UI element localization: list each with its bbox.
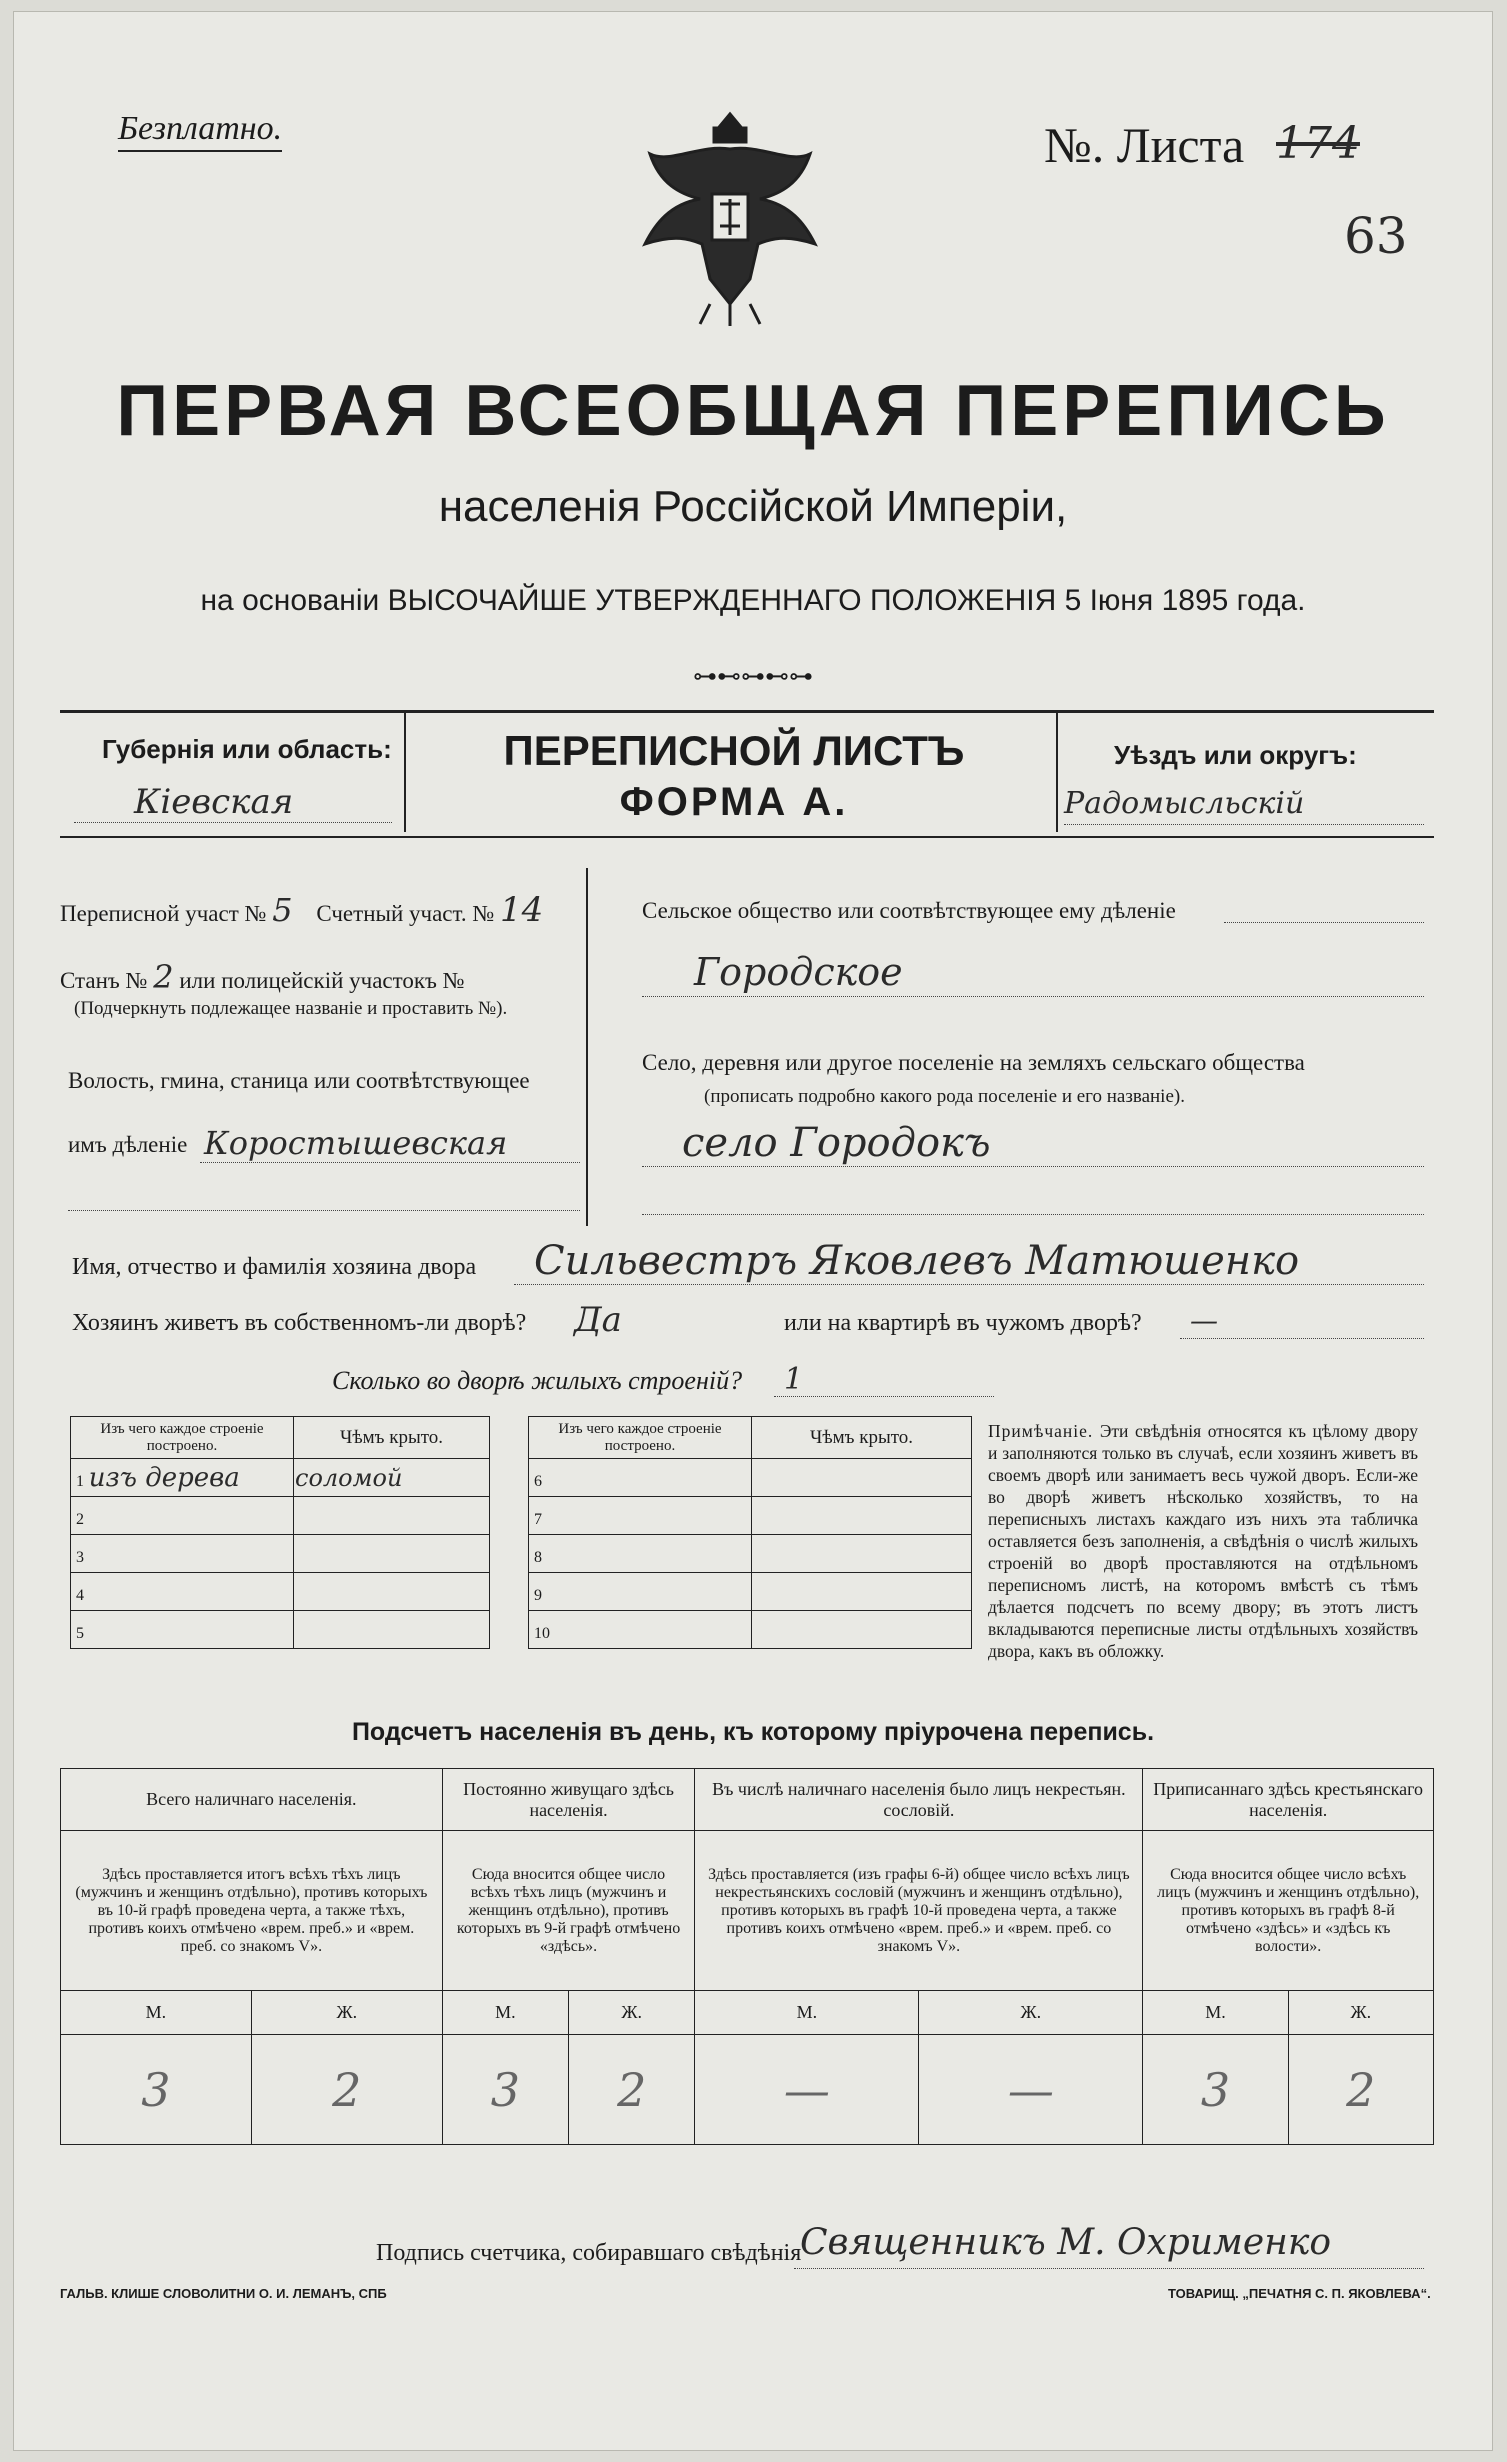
building-roof-cell [752,1535,972,1573]
volost-value: Коростышевская [204,1124,508,1162]
owner-lives-value: Да [574,1300,622,1340]
page-number-handwritten: 63 [1344,207,1408,265]
uezd-label: Уѣздъ или округъ: [1114,740,1357,770]
building-row-number: 3 [76,1548,84,1566]
main-title: ПЕРВАЯ ВСЕОБЩАЯ ПЕРЕПИСЬ [116,371,1390,451]
building-roof-cell [294,1497,490,1535]
basis-line: на основаніи ВЫСОЧАЙШЕ УТВЕРЖДЕННАГО ПОЛОЖЕНІЯ 5 Іюня 1895 года. [200,584,1306,617]
male-label: М. [61,1991,252,2035]
footer-left: ГАЛЬВ. КЛИШЕ СЛОВОЛИТНИ О. И. ЛЕМАНЪ, СПБ [60,2286,387,2301]
pop-col-desc: Здѣсь проставляется (изъ графы 6-й) общее число всѣхъ лицъ некрестьянскихъ сословій (мужчинъ и женщинъ отдѣльно), противъ которыхъ въ графѣ 10-й проведена черта, а также противъ коихъ отмѣчено «врем. преб.» и «врем. преб. со знакомъ V». [695,1831,1143,1991]
building-row-number: 1 [76,1472,84,1490]
pop-col-head: Всего наличнаго населенія. [61,1769,443,1831]
signature-line [794,2268,1424,2269]
volost-label-2: имъ дѣленіе [68,1132,188,1157]
building-material-value: изъ дерева [88,1462,240,1493]
pop-col-head: Приписаннаго здѣсь крестьянскаго населенія. [1143,1769,1434,1831]
obshchestvo-line-2 [642,996,1424,997]
pop-col-head: Постоянно живущаго здѣсь населенія. [442,1769,695,1831]
building-row-number: 6 [534,1472,542,1490]
male-label: М. [1143,1991,1288,2035]
owner-lives-label: Хозяинъ живетъ въ собственномъ-ли дворѣ? [72,1310,527,1336]
volost-line-2 [68,1210,580,1211]
selo-note: (прописать подробно какого рода поселеніе и его названіе). [704,1086,1185,1107]
female-count: 2 [569,2035,695,2145]
building-row-number: 10 [534,1624,550,1642]
pop-col-desc: Сюда вносится общее число всѣхъ лицъ (мужчинъ и женщинъ отдѣльно), противъ которыхъ въ графѣ 8-й отмѣчено «здѣсь» и «здѣсь къ волости». [1143,1831,1434,1991]
uchastok-no-sign: № [244,901,267,926]
stan-label: Станъ № [60,968,148,993]
building-roof-value: соломой [295,1463,403,1492]
building-material-cell [529,1611,752,1649]
male-label: М. [695,1991,919,2035]
form-title-1: ПЕРЕПИСНОЙ ЛИСТЪ [503,727,965,774]
obshchestvo-value: Городское [694,950,903,994]
pop-col-desc: Здѣсь проставляется итогъ всѣхъ тѣхъ лицъ (мужчинъ и женщинъ отдѣльно), противъ которыхъ въ 10-й графѣ проведена черта, а также тѣхъ, противъ коихъ отмѣчено «врем. преб.» и «врем. преб. со знакомъ V». [61,1831,443,1991]
volost-line [200,1162,580,1163]
building-roof-cell [752,1459,972,1497]
owner-rent-label: или на квартирѣ въ чужомъ дворѣ? [784,1310,1142,1336]
female-label: Ж. [251,1991,442,2035]
selo-value: село Городокъ [682,1120,991,1166]
female-label: Ж. [919,1991,1143,2035]
building-material-cell [529,1573,752,1611]
fields-divider [586,868,588,1226]
buildings-value: 1 [784,1362,804,1397]
free-label: Безплатно. [118,110,282,152]
census-sheet [14,12,1492,2450]
stan-row [60,958,465,996]
building-material-cell [71,1535,294,1573]
building-roof-cell [752,1611,972,1649]
note-block [988,1420,1418,1662]
stan-note: (Подчеркнуть подлежащее названіе и проставить №). [74,998,508,1019]
building-row-number: 4 [76,1586,84,1604]
building-row [529,1573,972,1611]
building-row [529,1611,972,1649]
pop-mf-row [61,1991,1434,2035]
uchastok-row [60,890,543,930]
col-material-header: Изъ чего каждое строеніе построено. [529,1417,752,1459]
obshchestvo-line [1224,922,1424,923]
building-row [529,1497,972,1535]
schetny-label: Счетный участ. № [316,901,495,926]
uchastok-label: Переписной участ [60,901,239,926]
owner-name-value: Сильвестръ Яковлевъ Матюшенко [534,1238,1300,1284]
stan-rest: или полицейскій участокъ № [179,968,465,993]
col-roof-header: Чѣмъ крыто. [294,1417,490,1459]
form-header-divider-right [1056,710,1058,832]
building-roof-cell [752,1573,972,1611]
ornament-divider: ⊶⊷⊶⊷⊶ [693,664,813,690]
male-count: 3 [61,2035,252,2145]
col-roof-header: Чѣмъ крыто. [752,1417,972,1459]
owner-name-label: Имя, отчество и фамилія хозяина двора [72,1254,477,1280]
building-material-cell [529,1497,752,1535]
col-material-header: Изъ чего каждое строеніе построено. [71,1417,294,1459]
building-row [71,1535,490,1573]
form-header-top-rule [60,710,1434,713]
volost-label: Волость, гмина, станица или соотвѣтствующее [68,1068,530,1093]
building-row-number: 2 [76,1510,84,1528]
population-title: Подсчетъ населенія въ день, къ которому пріурочена перепись. [351,1718,1155,1746]
building-roof-cell [294,1573,490,1611]
building-row-number: 9 [534,1586,542,1604]
female-label: Ж. [569,1991,695,2035]
building-row [71,1459,490,1497]
buildings-label: Сколько во дворѣ жилыхъ строеній? [332,1366,743,1395]
building-row-number: 7 [534,1510,542,1528]
building-row [71,1611,490,1649]
selo-label: Село, деревня или другое поселеніе на земляхъ сельскаго общества [642,1050,1305,1075]
building-material-cell [71,1497,294,1535]
uchastok-value: 5 [272,891,293,929]
schetny-value: 14 [500,890,544,930]
building-roof-cell [294,1535,490,1573]
signature-value: Священникъ М. Охрименко [800,2222,1332,2263]
obshchestvo-label: Сельское общество или соотвѣтствующее ему дѣленіе [642,898,1176,923]
male-count: 3 [442,2035,568,2145]
note-title: Примѣчаніе. [988,1421,1094,1441]
form-header-bottom-rule [60,836,1434,838]
owner-name-line [514,1284,1424,1285]
pop-col-desc: Сюда вносится общее число всѣхъ тѣхъ лицъ (мужчинъ и женщинъ отдѣльно), противъ которыхъ въ 9-й графѣ отмѣчено «здѣсь». [442,1831,695,1991]
sheet-no-label: №. Листа [1044,117,1245,173]
uezd-line [1064,824,1424,825]
sheet-no-value: 174 [1276,118,1360,169]
male-count: — [695,2035,919,2145]
stan-value: 2 [153,958,174,996]
subtitle: населенія Россійской Имперіи, [438,482,1068,531]
pop-desc-row [61,1831,1434,1991]
building-material-cell [71,1573,294,1611]
building-row-number: 5 [76,1624,84,1642]
gubernia-line [74,822,392,823]
signature-label: Подпись счетчика, собиравшаго свѣдѣнія [376,2240,802,2266]
building-row [529,1459,972,1497]
selo-line [642,1166,1424,1167]
female-count: 2 [251,2035,442,2145]
building-row [71,1573,490,1611]
gubernia-value: Кіевская [134,782,294,822]
owner-rent-line [1180,1338,1424,1339]
building-row [71,1497,490,1535]
female-label: Ж. [1288,1991,1433,2035]
female-count: — [919,2035,1143,2145]
pop-head-row [61,1769,1434,1831]
note-text: Эти свѣдѣнія относятся къ цѣлому двору и заполняются только въ случаѣ, если хозяинъ живетъ въ своемъ дворѣ или занимаетъ весь чужой дворъ. Если-же во дворѣ живетъ нѣсколько хозяйствъ, то на переписныхъ листахъ каждаго изъ нихъ эта табличка оставляется безъ заполненія, а свѣдѣнія о числѣ жилыхъ строеній во дворѣ проставляются на отдѣльномъ переписномъ листѣ, на которомъ вмѣстѣ съ тѣмъ дѣлается подсчетъ по всему двору; въ этотъ листъ вкладываются переписные листы отдѣльныхъ хозяйствъ двора, какъ въ обложку. [988,1421,1419,1661]
pop-col-head: Въ числѣ наличнаго населенія было лицъ некрестьян. сословій. [695,1769,1143,1831]
pop-values-row [61,2035,1434,2145]
uezd-value: Радомысльскій [1064,786,1305,821]
selo-line-2 [642,1214,1424,1215]
buildings-table-right [528,1416,972,1649]
gubernia-label: Губернія или область: [102,734,392,764]
male-label: М. [442,1991,568,2035]
footer-right: ТОВАРИЩ. „ПЕЧАТНЯ С. П. ЯКОВЛЕВА“. [1168,2286,1431,2301]
building-roof-cell [752,1497,972,1535]
form-header-divider-left [404,710,406,832]
building-row [529,1535,972,1573]
building-roof-cell [294,1459,490,1497]
form-title-2: ФОРМА А. [619,780,849,824]
female-count: 2 [1288,2035,1433,2145]
building-material-cell [71,1611,294,1649]
building-material-cell [529,1535,752,1573]
building-roof-cell [294,1611,490,1649]
double-headed-eagle-emblem [630,104,830,334]
population-table [60,1768,1434,2145]
buildings-table-left [70,1416,490,1649]
building-row-number: 8 [534,1548,542,1566]
owner-rent-value: — [1190,1304,1218,1337]
male-count: 3 [1143,2035,1288,2145]
building-material-cell [529,1459,752,1497]
building-material-cell [71,1459,294,1497]
buildings-line [774,1396,994,1397]
